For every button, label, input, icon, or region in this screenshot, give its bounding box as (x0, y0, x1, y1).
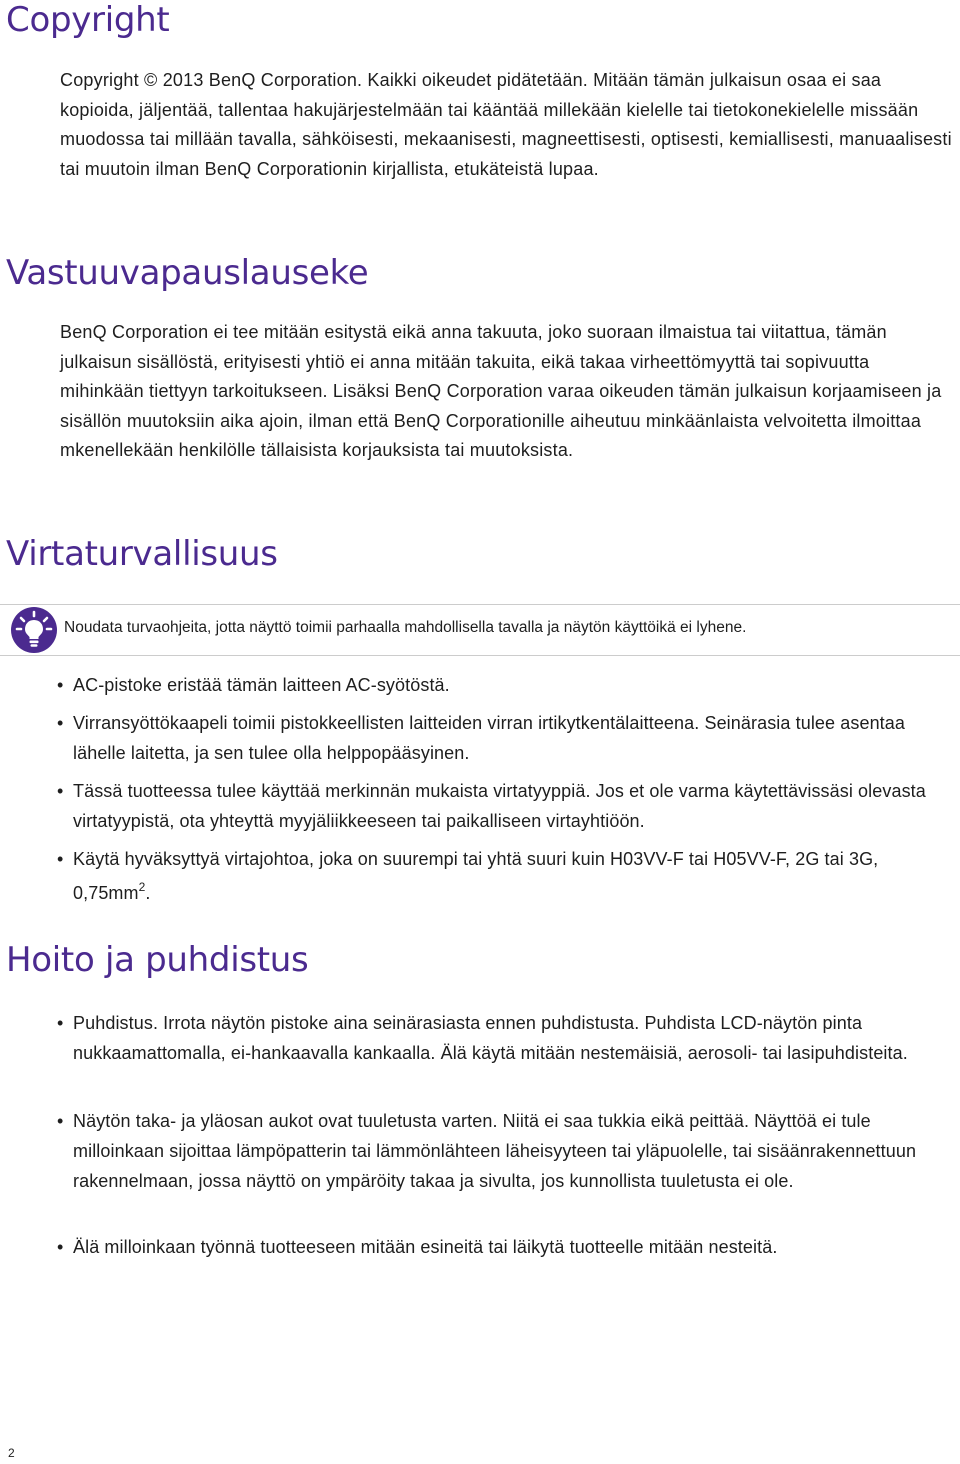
bullet-mark: • (57, 1013, 64, 1033)
bullet-mark: • (57, 781, 64, 801)
bullet-mark: • (57, 1111, 64, 1131)
note-bottom-rule (0, 655, 960, 656)
list-item-text: AC-pistoke eristää tämän laitteen AC-syötöstä. (73, 675, 450, 695)
list-item-text: Tässä tuotteessa tulee käyttää merkinnän mukaista virtatyyppiä. Jos et ole varma käytettävissäsi olevasta virtatyypistä, ota yhteyttä myyjäliikkeeseen tai paikalliseen virtayhtiöön. (73, 781, 926, 831)
power-cord-text: Käytä hyväksyttyä virtajohtoa, joka on suurempi tai yhtä suuri kuin H03VV-F tai H05VV-F, 2G tai 3G, 0,75mm (73, 849, 879, 903)
bullet-mark: • (57, 849, 64, 869)
list-item-text (73, 842, 960, 910)
page-number: 2 (8, 1446, 15, 1460)
power-cord-suffix: . (145, 883, 151, 903)
list-item-text: Puhdistus. Irrota näytön pistoke aina seinärasiasta ennen puhdistusta. Puhdista LCD-näytön pinta nukkaamattomalla, ei-hankaavalla kankaalla. Älä käytä mitään nestemäisiä, aerosoli- tai lasipuhdisteita. (73, 1013, 908, 1063)
heading-disclaimer: Vastuuvapauslauseke (6, 253, 369, 293)
disclaimer-text: BenQ Corporation ei tee mitään esitystä eikä anna takuuta, joko suoraan ilmaistua tai viitattua, tämän julkaisun sisällöstä, erityisesti yhtiö ei anna mitään takuita, eikä takaa virheettömyyttä tai sopivuutta mihinkään tiettyyn tarkoitukseen. Lisäksi BenQ Corporation varaa oikeuden tämän julkaisun korjaamiseen ja sisällön muutoksiin aika ajoin, ilman että BenQ Corporationille aiheutuu minkäänlaista velvoitetta ilmoittaa mkenellekään henkilölle tällaisista korjauksista tai muutoksista. (60, 322, 942, 460)
heading-power-safety: Virtaturvallisuus (6, 534, 278, 574)
list-item-text: Älä milloinkaan työnnä tuotteeseen mitään esineitä tai läikytä tuotteelle mitään nesteitä. (73, 1237, 778, 1257)
heading-copyright: Copyright (6, 0, 170, 40)
bullet-mark: • (57, 1237, 64, 1257)
list-item-text: Virransyöttökaapeli toimii pistokkeellisten laitteiden virran irtikytkentälaitteena. Seinärasia tulee asentaa lähelle laitetta, ja sen tulee olla helppopääsyinen. (73, 713, 906, 763)
bullet-mark: • (57, 713, 64, 733)
safety-note-text: Noudata turvaohjeita, jotta näyttö toimii parhaalla mahdollisella tavalla ja näytön käyttöikä ei lyhene. (64, 619, 747, 636)
square-superscript: 2 (138, 880, 146, 894)
lightbulb-icon (10, 606, 58, 654)
safety-note (0, 604, 960, 656)
note-top-rule (0, 604, 960, 605)
list-item-text: Näytön taka- ja yläosan aukot ovat tuuletusta varten. Niitä ei saa tukkia eikä peittää. Näyttöä ei tule milloinkaan sijoittaa lämpöpatterin tai lämmönlähteen läheisyyteen tai yläpuolelle, tai sisäänrakennettuun rakennelmaan, jossa näyttö on ympäröity takaa ja sivulta, jos kunnollista tuuletusta ei ole. (73, 1111, 917, 1191)
heading-care: Hoito ja puhdistus (6, 940, 309, 980)
bullet-mark: • (57, 675, 64, 695)
copyright-text: Copyright © 2013 BenQ Corporation. Kaikki oikeudet pidätetään. Mitään tämän julkaisun osaa ei saa kopioida, jäljentää, tallentaa hakujärjestelmään tai kääntää millekään kielelle tai tietokonekielelle missään muodossa tai millään tavalla, sähköisesti, mekaanisesti, magneettisesti, optisesti, kemiallisesti, manuaalisesti tai muutoin ilman BenQ Corporationin kirjallista, etukäteistä lupaa. (60, 70, 952, 179)
